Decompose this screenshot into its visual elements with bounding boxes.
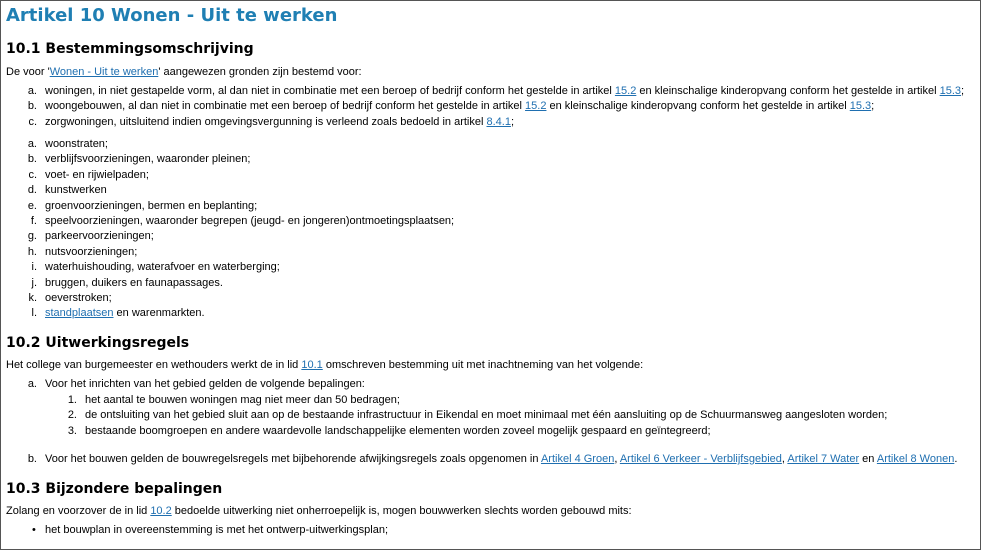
section-10-1-intro: De voor 'Wonen - Uit te werken' aangewezen gronden zijn bestemd voor: — [6, 66, 362, 78]
document-frame: Artikel 10 Wonen - Uit te werken 10.1 Bestemmingsomschrijving De voor 'Wonen - Uit te werken' aangewezen gronden zijn bestemd voor: a. woningen, in niet gestapelde vorm, al dan niet in combinatie met een beroep of bedrijf conform het gestelde in artikel 15.2 en kleinschalige kinderopvang conform het gestelde in artikel 15.3; b. woongebouwen, al dan niet in combinatie met een beroep of bedrijf conform het gestelde in artikel 15.2 en kleinschalige kinderopvang conform het gestelde in artikel 15.3; c. zorgwoningen, uitsluitend indien omgevingsvergunning is verleend zoals bedoeld in artikel 8.4.1; a. woonstraten; b. verblijfsvoorzieningen, waaronder pleinen; c. voet- en rijwielpaden; d. kunstwerken e. groenvoorzieningen, bermen en beplanting; f. speelvoorzieningen, waaronder begrepen (jeugd- en jongeren)ontmoetingsplaatsen; g. parkeervoorzieningen; h. nutsvoorzieningen; i. waterhuishouding, waterafvoer en waterberging; j. bruggen, duikers en faunapassages. k. oeverstroken; l. standplaatsen en warenmarkten. 10.2 Uitwerkingsregels Het college van burgemeester en wethouders werkt de in lid 10.1 omschreven bestemming uit met inachtneming van het volgende: a. Voor het inrichten van het gebied gelden de volgende bepalingen: 1. het aantal te bouwen woningen mag niet meer dan 50 bedragen; 2. de ontsluiting van het gebied sluit aan op de bestaande infrastructuur in Eikendal en moet minimaal met één aansluiting op de Schuurmansweg aangesloten worden; 3. bestaande boomgroepen en andere waardevolle landschappelijke elementen worden zoveel mogelijk gespaard en geïntegreerd; b. Voor het bouwen gelden de bouwregelsregels met bijbehorende afwijkingsregels zoals opgenomen in Artikel 4 Groen, Artikel 6 Verkeer - Verblijfsgebied, Artikel 7 Water en Artikel 8 Wonen. 10.3 Bijzondere bepalingen Zolang en voorzover de in lid 10.2 bedoelde uitwerking niet onherroepelijk is, mogen bouwwerken slechts worden gebouwd mits: • het bouwplan in overeenstemming is met het ontwerp-uitwerkingsplan; — [0, 0, 981, 550]
section-10-2-intro: Het college van burgemeester en wethouders werkt de in lid 10.1 omschreven bestemming uit met inachtneming van het volgende: — [6, 359, 644, 371]
link-artikel-7-water[interactable]: Artikel 7 Water — [787, 453, 860, 465]
page-title: Artikel 10 Wonen - Uit te werken — [6, 5, 338, 26]
list-item: b. woongebouwen, al dan niet in combinatie met een beroep of bedrijf conform het gestelde in artikel 15.2 en kleinschalige kinderopvang conform het gestelde in artikel 15.3; — [27, 100, 875, 113]
link-10-2[interactable]: 10.2 — [150, 505, 172, 517]
list-item: d. kunstwerken — [27, 184, 107, 197]
link-10-1[interactable]: 10.1 — [301, 359, 323, 371]
list-item: f. speelvoorzieningen, waaronder begrepen (jeugd- en jongeren)ontmoetingsplaatsen; — [30, 214, 455, 227]
list-item: j. bruggen, duikers en faunapassages. — [31, 276, 223, 289]
link-artikel-6-verkeer[interactable]: Artikel 6 Verkeer - Verblijfsgebied — [619, 453, 782, 465]
link-15-2[interactable]: 15.2 — [614, 85, 637, 97]
link-8-4-1[interactable]: 8.4.1 — [486, 115, 511, 128]
link-15-3[interactable]: 15.3 — [939, 85, 962, 97]
sublist-item: 3. bestaande boomgroepen en andere waardevolle landschappelijke elementen worden zoveel mogelijk gespaard en geïntegreerd; — [67, 424, 711, 437]
list-item: k. oeverstroken; — [28, 291, 112, 304]
list-item: a. woonstraten; — [27, 138, 108, 150]
sublist-item: 2. de ontsluiting van het gebied sluit aan op de bestaande infrastructuur in Eikendal en moet minimaal met één aansluiting op de Schuurmansweg aangesloten worden; — [67, 409, 888, 422]
rule-sublist — [1, 393, 887, 439]
section-heading-10-1: 10.1 Bestemmingsomschrijving — [6, 41, 254, 57]
list-item: c. zorgwoningen, uitsluitend indien omgevingsvergunning is verleend zoals bedoeld in artikel 8.4.1; — [28, 115, 515, 128]
list-item: b. verblijfsvoorzieningen, waaronder pleinen; — [27, 153, 251, 166]
list-item: a. woningen, in niet gestapelde vorm, al dan niet in combinatie met een beroep of bedrijf conform het gestelde in artikel 15.2 en kleinschalige kinderopvang conform het gestelde in artikel 15.3; — [27, 85, 965, 97]
link-15-2[interactable]: 15.2 — [525, 100, 547, 113]
link-standplaatsen[interactable]: standplaatsen — [45, 307, 114, 320]
link-15-3[interactable]: 15.3 — [849, 100, 872, 113]
purpose-list-primary — [1, 84, 964, 130]
list-item: l. standplaatsen en warenmarkten. — [31, 307, 205, 320]
section-10-3-intro: Zolang en voorzover de in lid 10.2 bedoelde uitwerking niet onherroepelijk is, mogen bouwwerken slechts worden gebouwd mits: — [6, 505, 632, 517]
list-item: c. voet- en rijwielpaden; — [28, 168, 149, 181]
list-item: h. nutsvoorzieningen; — [27, 245, 138, 258]
bullet-item: • het bouwplan in overeenstemming is met het ontwerp-uitwerkingsplan; — [32, 524, 389, 536]
list-item: i. waterhuishouding, waterafvoer en waterberging; — [31, 261, 280, 274]
bullet-icon: • — [32, 524, 36, 536]
section-heading-10-2: 10.2 Uitwerkingsregels — [6, 335, 190, 351]
list-item: g. parkeervoorzieningen; — [27, 230, 154, 243]
link-wonen-uit-te-werken[interactable]: Wonen - Uit te werken — [49, 66, 159, 78]
link-artikel-4-groen[interactable]: Artikel 4 Groen — [540, 453, 615, 465]
section-heading-10-3: 10.3 Bijzondere bepalingen — [6, 481, 223, 497]
link-artikel-8-wonen[interactable]: Artikel 8 Wonen — [876, 453, 955, 465]
sublist-item: 1. het aantal te bouwen woningen mag niet meer dan 50 bedragen; — [67, 394, 400, 406]
condition-bullets — [1, 523, 388, 538]
purpose-list-secondary — [1, 137, 454, 322]
list-item: e. groenvoorzieningen, bermen en beplanting; — [27, 199, 258, 212]
